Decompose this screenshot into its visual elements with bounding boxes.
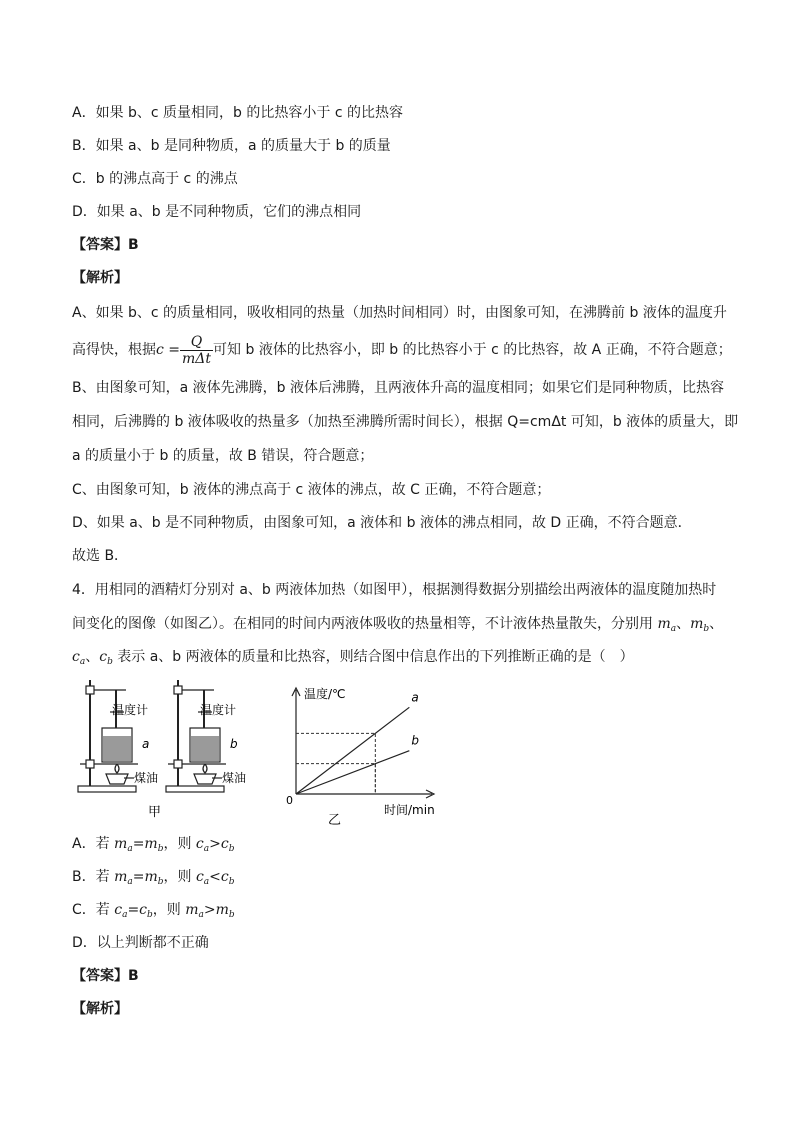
analysis-c-line: C、由图象可知，b 液体的沸点高于 c 液体的沸点，故 C 正确，不符合题意； (72, 482, 551, 498)
chart-xlabel: 时间/min (384, 803, 435, 817)
option-a-q3: A．如果 b、c 质量相同，b 的比热容小于 c 的比热容 (72, 105, 403, 121)
analysis-d-line: D、如果 a、b 是不同种物质，由图象可知，a 液体和 b 液体的沸点相同，故 D 正确，不符合题意． (72, 515, 692, 531)
q4-mass-b: $m_b$ (690, 616, 710, 634)
formula-fraction (180, 334, 213, 367)
option-c-q3: C．b 的沸点高于 c 的沸点 (72, 171, 238, 187)
flame-left (115, 764, 119, 773)
analysis-a-line1: A、如果 b、c 的质量相同，吸收相同的热量（加热时间相同）时，由图象可知，在沸腾前 b 液体的温度升 (72, 305, 727, 321)
apparatus-left (78, 680, 138, 792)
answer-q4: 【答案】B (72, 968, 139, 984)
analysis-a-line2-post: 可知 b 液体的比热容小，即 b 的比热容小于 c 的比热容，故 A 正确，不符合题意； (213, 342, 732, 358)
chart-origin: 0 (286, 794, 293, 807)
chart-caption: 乙 (328, 813, 342, 828)
answer-q3: 【答案】B (72, 237, 139, 253)
figure-yi-chart (280, 682, 450, 828)
analysis-a-line2 (72, 333, 732, 367)
analysis-label-q3: 【解析】 (72, 270, 128, 286)
label-liquid-b: b (230, 737, 238, 751)
option-b-q3: B．如果 a、b 是同种物质，a 的质量大于 b 的质量 (72, 138, 391, 154)
q4-line3-tail: 表示 a、b 两液体的质量和比热容，则结合图中信息作出的下列推断正确的是（ ） (117, 649, 634, 665)
option-c-q4: C．若 $c_a=c_b$，则 $m_a>m_b$ (72, 902, 235, 920)
label-thermometer-right: 温度计 (200, 703, 237, 717)
q4-c-a: $c_a$ (72, 649, 86, 667)
q4-line2-text: 间变化的图像（如图乙）。在相同的时间内两液体吸收的热量相等，不计液体热量散失，分别用 (72, 616, 653, 632)
series-line-b (296, 751, 409, 794)
option-d-q3: D．如果 a、b 是不同种物质，它们的沸点相同 (72, 204, 362, 220)
ring-clamp-left (86, 760, 94, 768)
q4-c-b: $c_b$ (99, 649, 113, 667)
q4-line3: $c_a$、$c_b$ 表示 a、b 两液体的质量和比热容，则结合图中信息作出的下列推断正确的是（ ） (72, 649, 634, 667)
lamp-left (106, 774, 128, 784)
analysis-label-q4: 【解析】 (72, 1001, 128, 1017)
figure-jia (76, 676, 256, 822)
option-b-q4-pre: B．若 (72, 869, 110, 885)
label-liquid-a: a (142, 737, 150, 751)
option-c-q4-pre: C．若 (72, 902, 110, 918)
apparatus-right (166, 680, 226, 792)
label-fuel-left: 煤油 (134, 771, 159, 785)
q4-mass-a: $m_a$ (657, 616, 677, 634)
label-thermometer-left: 温度计 (112, 703, 149, 717)
caption-jia: 甲 (148, 805, 162, 820)
option-c-q4-post: ，则 (152, 902, 181, 918)
series-label-a: a (411, 690, 419, 705)
analysis-conclusion: 故选 B． (72, 548, 129, 564)
option-d-q4: D．以上判断都不正确 (72, 935, 209, 951)
liquid-a (103, 736, 131, 761)
option-a-q4: A．若 $m_a=m_b$，则 $c_a>c_b$ (72, 836, 235, 854)
label-fuel-right: 煤油 (222, 771, 247, 785)
formula-denominator: mΔt (182, 350, 212, 367)
option-a-q4-pre: A．若 (72, 836, 110, 852)
clamp-knob-left (86, 686, 94, 694)
analysis-b-line2: 相同，后沸腾的 b 液体吸收的热量多（加热至沸腾所需时间长），根据 Q=cmΔt 可知，b 液体的质量大，即 (72, 414, 739, 430)
option-b-q4: B．若 $m_a=m_b$，则 $c_a<c_b$ (72, 869, 235, 887)
q4-line2: 间变化的图像（如图乙）。在相同的时间内两液体吸收的热量相等，不计液体热量散失，分别用 $m_a$、$m_b$、 (72, 616, 724, 634)
formula-numerator: Q (180, 334, 213, 351)
q4-line1: 4．用相同的酒精灯分别对 a、b 两液体加热（如图甲），根据测得数据分别描绘出两液体的温度随加热时 (72, 582, 717, 598)
series-label-b: b (411, 733, 419, 748)
liquid-b (191, 736, 219, 761)
analysis-a-line2-pre: 高得快，根据 (72, 342, 156, 358)
series-line-a (296, 707, 409, 794)
stand-base-left (78, 786, 136, 792)
chart-ylabel: 温度/℃ (304, 687, 346, 701)
option-b-q4-post: ，则 (163, 869, 192, 885)
analysis-b-line3: a 的质量小于 b 的质量，故 B 错误，符合题意； (72, 448, 374, 464)
analysis-b-line1: B、由图象可知，a 液体先沸腾，b 液体后沸腾，且两液体升高的温度相同；如果它们是同种物质，比热容 (72, 380, 724, 396)
formula-lhs: c = (156, 342, 181, 358)
option-a-q4-post: ，则 (163, 836, 192, 852)
